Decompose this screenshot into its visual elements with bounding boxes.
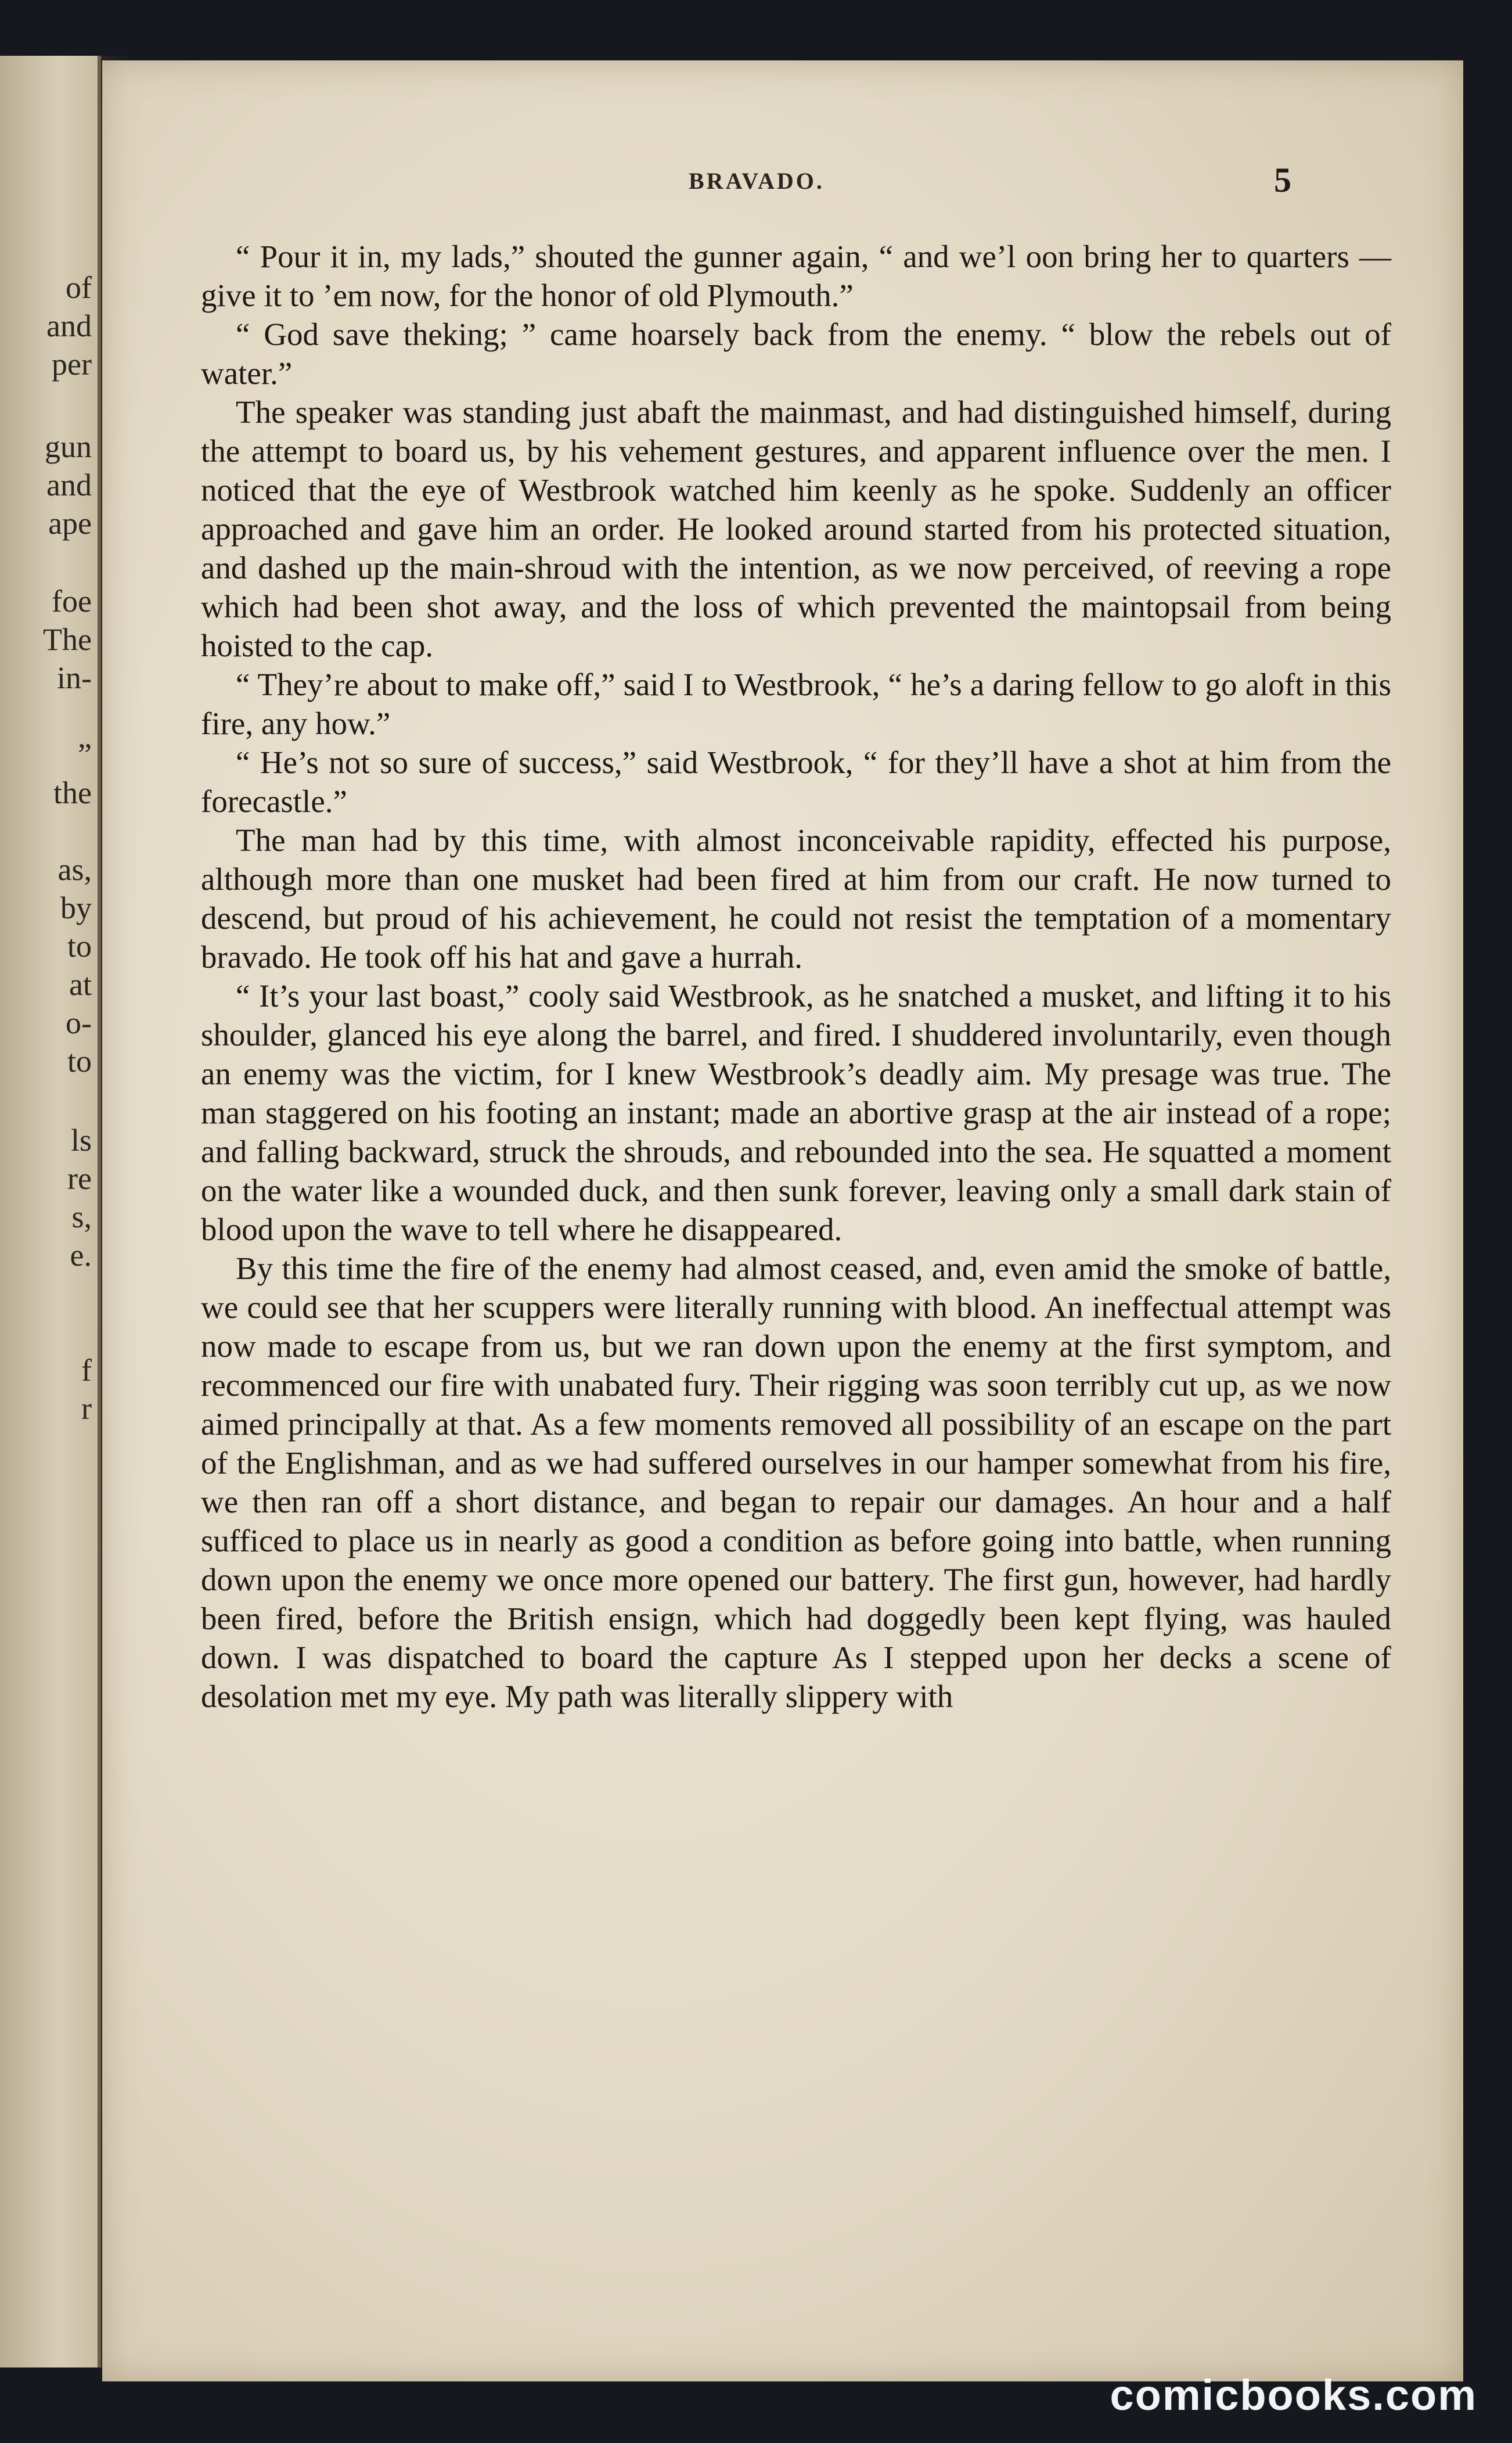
left-page-fragment: to xyxy=(67,929,92,964)
paragraph: “ He’s not so sure of success,” said Westbrook, “ for they’ll have a shot at him from the forecastle.” xyxy=(201,745,1391,819)
page-header xyxy=(102,161,1463,208)
left-page-fragment: o- xyxy=(66,1005,92,1040)
site-watermark: comicbooks.com xyxy=(1110,2371,1477,2419)
left-page-fragment: f xyxy=(81,1353,92,1388)
left-page-fragment: ape xyxy=(48,506,92,541)
left-page-fragment: re xyxy=(67,1161,92,1196)
left-page-fragment: and xyxy=(46,308,92,343)
left-page-fragment: per xyxy=(52,347,92,382)
left-page-fragment: by xyxy=(60,890,92,925)
left-page-fragment: ” xyxy=(78,737,92,772)
facing-page-edge xyxy=(0,56,101,2367)
running-title: BRAVADO. xyxy=(689,168,825,194)
paragraph: The man had by this time, with almost inconceivable rapidity, effected his purpose, although more than one musket had been fired at him from our craft. He now turned to descend, but proud of his achievement, he could not resist the temptation of a momentary bravado. He took off his hat and gave a hurrah. xyxy=(201,822,1391,975)
left-page-fragment: the xyxy=(53,775,92,810)
left-page-fragment: at xyxy=(69,967,92,1002)
paragraph: By this time the fire of the enemy had almost ceased, and, even amid the smoke of battle, we could see that her scuppers were literally running with blood. An ineffectual attempt was now made to escape from us, but we ran down upon the enemy at the first symptom, and recommenced our fire with unabated fury. Their rigging was soon terribly cut up, as we now aimed principally at that. As a few moments removed all possibility of an escape on the part of the Englishman, and as we had suffered ourselves in our hamper somewhat from his fire, we then ran off a short distance, and began to repair our damages. An hour and a half sufficed to place us in nearly as good a condition as before going into battle, when running down upon the enemy we once more opened our battery. The first gun, however, had hardly been fired, before the British ensign, which had doggedly been kept flying, was hauled down. I was dispatched to board the capture As I stepped upon her decks a scene of desolation met my eye. My path was literally slippery with xyxy=(201,1251,1391,1714)
left-page-fragment: and xyxy=(46,468,92,502)
paragraph: “ They’re about to make off,” said I to Westbrook, “ he’s a daring fellow to go aloft in this fire, any how.” xyxy=(201,667,1391,741)
left-page-fragment: e. xyxy=(70,1238,92,1273)
page-number: 5 xyxy=(1274,161,1291,199)
paragraph: “ God save theking; ” came hoarsely back from the enemy. “ blow the rebels out of water.” xyxy=(201,317,1391,391)
paragraph: “ It’s your last boast,” cooly said Westbrook, as he snatched a musket, and lifting it to his shoulder, glanced his eye along the barrel, and fired. I shuddered involuntarily, even though an enemy was the victim, for I knew Westbrook’s deadly aim. My presage was true. The man staggered on his footing an instant; made an abortive grasp at the air instead of a rope; and falling backward, struck the shrouds, and rebounded into the sea. He squatted a moment on the water like a wounded duck, and then sunk forever, leaving only a small dark stain of blood upon the wave to tell where he disappeared. xyxy=(201,978,1391,1247)
left-page-fragment: gun xyxy=(45,429,92,464)
left-page-fragment: r xyxy=(81,1391,92,1426)
left-page-fragment: ls xyxy=(70,1123,92,1158)
left-page-fragment: in- xyxy=(57,660,92,695)
left-page-fragment: s, xyxy=(71,1199,92,1234)
left-page-fragment: The xyxy=(43,622,92,657)
left-page-fragment: as, xyxy=(57,852,92,887)
book-page xyxy=(102,60,1463,2381)
left-page-fragment: foe xyxy=(52,584,92,619)
paragraph: “ Pour it in, my lads,” shouted the gunner again, “ and we’l oon bring her to quarters — give it to ’em now, for the honor of old Plymouth.” xyxy=(201,239,1391,313)
body-text xyxy=(201,237,1391,1716)
paragraph: The speaker was standing just abaft the mainmast, and had distinguished himself, during the attempt to board us, by his vehement gestures, and apparent influence over the men. I noticed that the eye of Westbrook watched him keenly as he spoke. Suddenly an officer approached and gave him an order. He looked around started from his protected situation, and dashed up the main-shroud with the intention, as we now perceived, of reeving a rope which had been shot away, and the loss of which prevented the maintopsail from being hoisted to the cap. xyxy=(201,394,1391,663)
left-page-fragment: to xyxy=(67,1044,92,1079)
left-page-fragment: of xyxy=(66,270,92,305)
